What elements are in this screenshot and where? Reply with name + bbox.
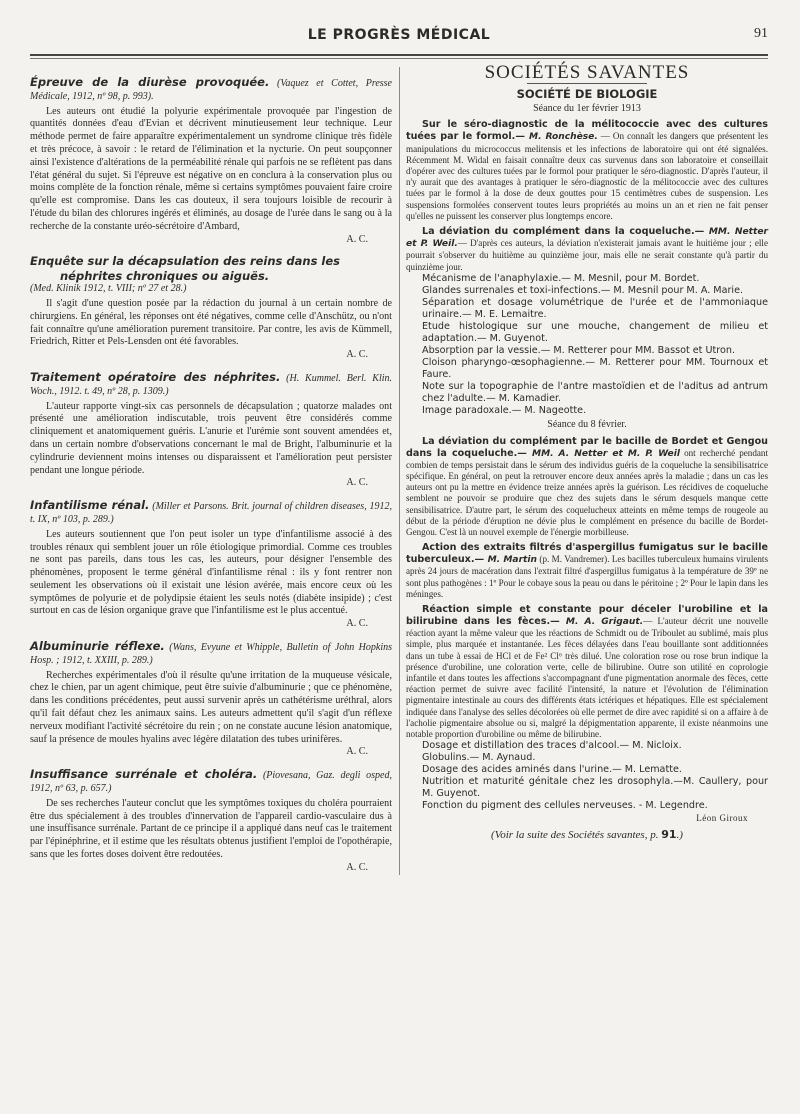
article-title: Enquête sur la décapsulation des reins dans les	[30, 254, 341, 269]
entry-author: MM. A. Netter et M. P. Weil	[532, 448, 680, 459]
communication-line: Mécanisme de l'anaphylaxie.— M. Mesnil, pour M. Bordet.	[422, 272, 700, 284]
entry-heading: La déviation du complément par le bacille de Bordet et Gengou dans la coqueluche.—	[406, 435, 768, 459]
communication-line: Note sur la topographie de l'antre mastoïdien et de l'aditus ad antrum chez l'adulte.— M. Kamadier.	[422, 380, 768, 404]
article-title-line2: néphrites chroniques ou aiguës.	[60, 269, 270, 284]
article	[30, 640, 392, 759]
article-title: Insuffisance surrénale et choléra.	[30, 767, 258, 782]
communication-line: Globulins.— M. Aynaud.	[422, 752, 536, 764]
communication-line: Séparation et dosage volumétrique de l'urée et de l'ammoniaque urinaire.— M. E. Lemaitre.	[422, 296, 768, 320]
journal-title: LE PROGRÈS MÉDICAL	[307, 27, 491, 43]
left-column	[30, 67, 392, 875]
communication-line: Fonction du pigment des cellules nerveuses. - M. Legendre.	[422, 800, 708, 812]
article-citation: (H. Kummel. Berl. Klin. Woch., 1912. t. 49, nº 28, p. 1309.)	[30, 372, 392, 397]
entry-author: M. Ronchèse.	[529, 132, 598, 143]
entry-author: M. A. Grigaut.	[565, 617, 644, 628]
entries-group-2	[406, 436, 768, 741]
section-title: SOCIÉTÉS SAVANTES	[484, 62, 690, 83]
article-body: Les auteurs soutiennent que l'on peut isoler un type d'infantilisme associé à des troubles rénaux qui semblent jouer un rôle étiologique primordial. Comme ces troubles ne sont pas pareils, dans tous les cas, les auteurs, pour désigner l'ensemble des phénomènes, proposent le terme général d'infantilisme rénal : ils y font rentrer non seulement les observations où il existait une lésion avérée, mais encore ceux où les symptômes de polyurie et de polydipsie étaient les seuls notés (diabète insipide) ; c'est surtout en cas de lésion organique grave que l'infantilisme est le plus accentué.	[30, 528, 392, 617]
article-title: Traitement opératoire des néphrites.	[30, 369, 281, 384]
communication-line: Glandes surrenales et toxi-infections.— M. Mesnil pour M. A. Marie.	[422, 284, 744, 296]
article	[30, 499, 392, 631]
article	[30, 371, 392, 490]
entry-heading: La déviation du complément dans la coqueluche.—	[422, 226, 709, 238]
communication-line: Cloison pharyngo-œsophagienne.— M. Retterer pour MM. Tournoux et Faure.	[422, 356, 768, 380]
article-heading	[30, 255, 392, 296]
article	[30, 768, 392, 874]
article-body: Il s'agit d'une question posée par la rédaction du journal à un certain nombre de chirurgiens. En général, les réponses ont été négatives, comme celle d'Anschütz, ou n'ont fait connaître qu'une amélioration purement transitoire. Par contre, les avis de Kümmell, Friedrich, Ritter et Pels-Lensden ont été favorables.	[30, 297, 392, 348]
seance-date-1: Séance du 1er février 1913	[533, 102, 641, 114]
continuation-note	[406, 829, 768, 842]
communication-line: Nutrition et maturité génitale chez les drosophyla.—M. Caullery, pour M. Guyenot.	[422, 776, 768, 800]
entry-text: — D'après ces auteurs, la déviation n'existerait jamais avant le huitième jour ; elle pourrait s'observer du huitième au quinzième jour, mais elle ne serait constante qu'à partir du quinzième jour.	[406, 238, 768, 272]
article-heading	[30, 640, 392, 668]
article-citation: (Med. Klinik 1912, t. VIII; nº 27 et 28.)	[30, 283, 187, 295]
entries-group-1	[406, 119, 768, 272]
article-signature: A. C.	[346, 477, 368, 489]
entry-text: (p. M. Vandremer). Les bacilles tuberculeux humains virulents après 24 jours de macération dans l'extrait filtré d'aspergillus fumigatus à la température de 39º ne sont plus pathogènes : 1º Pour le cobaye sous la peau ou dans le péritoine ; 2º Pour le lapin dans les méninges.	[406, 554, 768, 599]
column-divider	[399, 67, 400, 875]
article-body: De ses recherches l'auteur conclut que les symptômes toxiques du choléra pourraient être dus spécialement à des troubles d'innervation de l'appareil cardio-vasculaire dus à une insuffisance surrénale. Partant de ce principe il a appliqué dans neuf cas le traitement par l'épinéphrine, et il estime que les résultats obtenus justifient l'emploi de l'opothérapie, sans que les fortes doses doivent être redoutées.	[30, 797, 392, 861]
communication-line: Image paradoxale.— M. Nageotte.	[422, 404, 587, 416]
article-heading	[30, 76, 392, 104]
entry-heading: Réaction simple et constante pour déceler l'urobiline et la bilirubine dans les fèces.—	[406, 604, 768, 628]
lines-group-1	[406, 273, 768, 417]
entry-heading: Sur le séro-diagnostic de la mélitococcie avec des cultures tuées par le formol.—	[406, 119, 768, 143]
society-entry	[406, 604, 768, 740]
article-body: L'auteur rapporte vingt-six cas personnels de décapsulation ; quatorze malades ont présenté une amélioration indiscutable, trois peuvent être considérés comme cliniquement et anatomiquement guéris. L'anurie et l'urémie sont souvent amendées et, dans un certain nombre d'observations concernant le mal de Bright, l'albuminurie et la cylindrurie deviennent moins intenses ou disparaissent et l'amélioration peut persister pendant une longue période.	[30, 400, 392, 476]
entry-text: — On connaît les dangers que présentent les manipulations du micrococcus melitensis et les infections de laboratoire qui ont été signalées. Récemment M. Widal en faisait connaître deux cas survenus dans son laboratoire et conseillait d'opérer avec des cultures tuées par le formol pour pratiquer le séro-diagnostic. D'après l'auteur, il n'y aurait que des avantages à pratiquer le séro-diagnostic de la mélitococcie avec des cultures tuées par le formol à la dose de deux gouttes pour 15 centimètres cubes de suspension. Les suspensions formolées conservent toutes leurs propriétés au moins un an et rien ne fait penser qu'elles ne puissent les conserver plus longtemps encore.	[406, 131, 768, 221]
article	[30, 76, 392, 246]
society-name: SOCIÉTÉ DE BIOLOGIE	[516, 86, 658, 101]
article-signature: A. C.	[346, 618, 368, 630]
lines-group-2	[406, 740, 768, 812]
society-entry	[406, 226, 768, 273]
seance-date-2: Séance du 8 février.	[547, 418, 627, 430]
continuation-end: .)	[676, 829, 683, 842]
header-rule-thin	[30, 58, 768, 59]
article-citation: (Wans, Evyune et Whipple, Bulletin of John Hopkins Hosp. ; 1912, t. XXIII, p. 289.)	[30, 642, 393, 666]
article-title: Infantilisme rénal.	[30, 498, 150, 513]
page-number: 91	[754, 26, 768, 41]
continuation-text: (Voir la suite des Sociétés savantes, p.	[491, 829, 659, 842]
entry-text: ont recherché pendant combien de temps persistait dans le sérum des individus guéris de la coqueluche la sensibilisatrice spécifique. En général, on peut la retrouver encore deux années après la maladie ; dans un cas les auteurs ont pu la mettre en évidence treize années après la guérison. Les récidives de coqueluche semblent ne pouvoir se produire que chez des sujets dans le sérum desquels manque cette sensibilisatrice. D'autre part, le sérum des coquelucheux atteints en même temps de rougeole au début de la période d'éruption ne dévie plus le complément en présence du bacille de Bordet-Gengou. C'est là un nouvel exemple de l'énergie morbilleuse.	[406, 447, 769, 538]
header-rule	[30, 54, 768, 56]
entry-author: MM. Netter et P. Weil.	[406, 227, 768, 250]
article	[30, 255, 392, 362]
article-signature: A. C.	[346, 861, 368, 873]
continuation-page: 91	[661, 828, 677, 842]
article-signature: A. C.	[346, 233, 368, 245]
article-title: Épreuve de la diurèse provoquée.	[30, 75, 270, 89]
society-entry	[406, 542, 768, 600]
communication-line: Etude histologique sur une mouche, changement de milieu et adaptation.— M. Guyenot.	[422, 320, 768, 344]
society-entry	[406, 436, 768, 539]
communication-line: Absorption par la vessie.— M. Retterer pour MM. Bassot et Utron.	[422, 344, 736, 356]
article-citation: (Piovesana, Gaz. degli osped, 1912, nº 63, p. 657.)	[30, 770, 392, 795]
entry-author: M. Martin	[487, 555, 537, 566]
article-body: Recherches expérimentales d'où il résulte qu'une irritation de la muqueuse vésicale, chez le chien, par un agent chimique, peut être suivie d'albuminurie ; que ce phénomène, dans les conditions précédentes, peut aussi survenir après un cathétérisme uréthral, alors qu'il fait défaut chez les animaux sains. Les auteurs admettent qu'il s'agit d'un réflexe nerveux modifiant l'activité sécrétoire du rein ; on ne constate aucune lésion anatomique, sauf la présence de moules hyalins avec légère dilatation des tubes urinifères.	[30, 669, 392, 745]
signature: Léon Giroux	[696, 813, 748, 824]
entry-text: — L'auteur décrit une nouvelle réaction ayant la même valeur que les réactions de Schmidt ou de Triboulet au sublimé, mais plus simple, plus marquée et instantanée. Les fèces délayées dans l'eau bouillante sont additionnées dans un tube à essai de HCl et de Fe² Cl⁶ très dilué. Une coloration rose ou rose brun indique la présence d'urobiline, une coloration verte, celle de bilirubine. Outre son utilité en coprologie infantile et dans toutes les affections s'accompagnant d'une pigmentation anormale des fèces, cette réaction permet de suivre avec facilité l'intensité, la nature et l'évolution de l'élimination pigmentaire intestinale au cours des différents états ictériques et hépatiques. Elle est spécialement indiquée dans l'analyse des selles décolorées où elle permet de dire avec rapidité si on a affaire à de l'acholie pigmentaire absolue ou si, malgré la dépigmentation apparente, il existe néanmoins une notable proportion d'urobiline ou même de bilirubine.	[406, 616, 768, 740]
article-body: Les auteurs ont étudié la polyurie expérimentale provoquée par l'ingestion de quantités données d'eau d'Evian et décrivent minutieusement leur technique. Leur méthode permet de faire apparaître expérimentalement un syndrome clinique très fidèle et très précoce, à savoir : le retard de l'élimination et la nycturie. On peut soupçonner ainsi l'existence d'altérations de la perméabilité rénale qui parfois ne se reflètent pas dans l'état général du sujet. Si l'épreuve est négative on en conclura à la conservation plus ou moins complète de la fonction rénale, même si certains symptômes pouvaient faire croire qu'elle est compromise. Dans les cas douteux, il sera toujours loisible de recourir à l'étude du bilan des chlorures ingérés et éliminés, au dosage de l'urée dans le sang ou à la recherche de la constante uréo-sécrétoire d'Ambard,	[30, 105, 392, 232]
communication-line: Dosage des acides aminés dans l'urine.— M. Lematte.	[422, 764, 682, 776]
society-entry	[406, 119, 768, 222]
article-heading	[30, 768, 392, 796]
article-heading	[30, 371, 392, 399]
article-signature: A. C.	[346, 349, 368, 361]
article-citation: (Miller et Parsons. Brit. journal of children diseases, 1912, t. IX, nº 103, p. 289.)	[30, 501, 392, 525]
article-signature: A. C.	[346, 746, 368, 758]
article-citation: (Vaquez et Cottet, Presse Médicale, 1912, nº 98, p. 993).	[30, 78, 392, 102]
right-column	[406, 62, 769, 875]
columns	[30, 62, 769, 875]
communication-line: Dosage et distillation des traces d'alcool.— M. Nicloix.	[422, 740, 682, 752]
entry-heading: Action des extraits filtrés d'aspergillus fumigatus sur le bacille tuberculeux.—	[406, 542, 768, 566]
article-heading	[30, 499, 392, 527]
page-header	[30, 26, 768, 48]
article-title: Albuminurie réflexe.	[30, 639, 165, 654]
